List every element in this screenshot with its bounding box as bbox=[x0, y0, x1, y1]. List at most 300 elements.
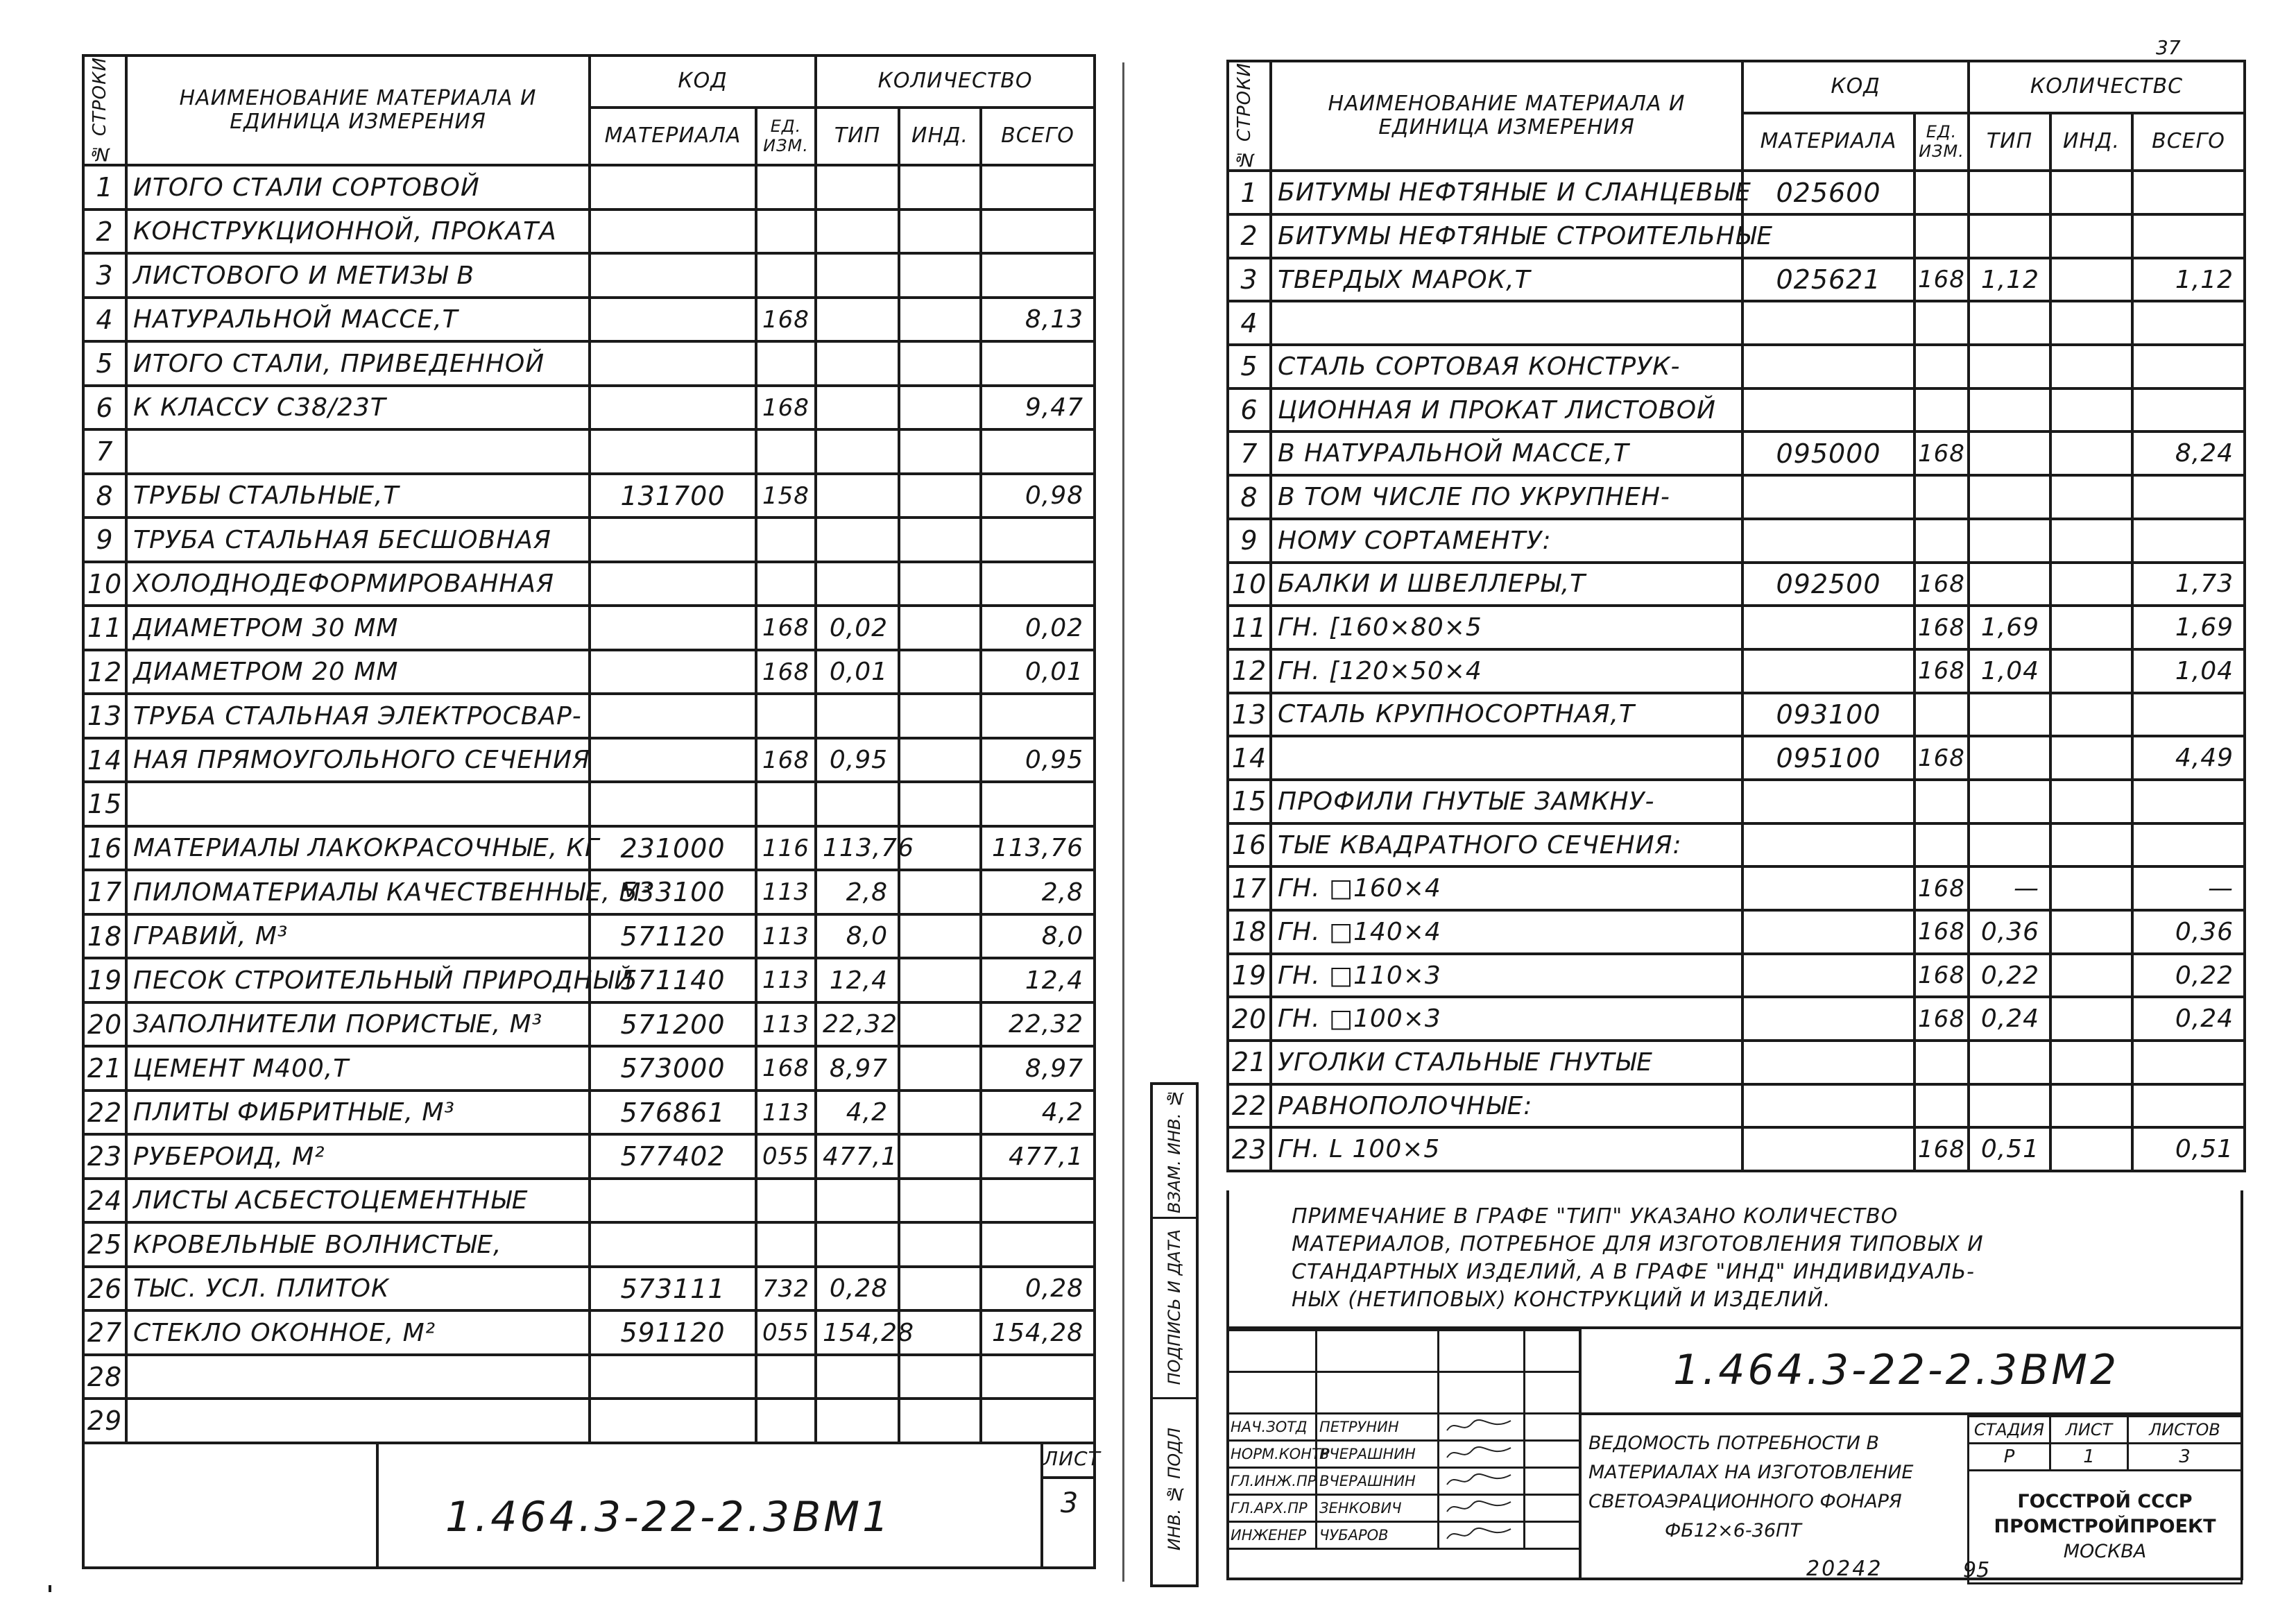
row-number: 20 bbox=[83, 1002, 126, 1047]
total-quantity: 0,28 bbox=[981, 1267, 1095, 1311]
unit-code: 168 bbox=[1914, 563, 1969, 606]
individual-quantity bbox=[899, 1267, 981, 1311]
row-number: 16 bbox=[83, 826, 126, 871]
signature-row bbox=[1228, 1522, 1580, 1549]
total-quantity bbox=[2132, 345, 2245, 388]
individual-quantity bbox=[2050, 693, 2132, 737]
individual-quantity bbox=[899, 1399, 981, 1443]
table-row bbox=[1228, 780, 2245, 823]
unit-code: 168 bbox=[1914, 866, 1969, 910]
material-code: 576861 bbox=[590, 1091, 756, 1135]
material-name: ТРУБА СТАЛЬНАЯ ЭЛЕКТРОСВАР- bbox=[126, 694, 590, 738]
table-row bbox=[1228, 736, 2245, 780]
sheet-label: ЛИСТ bbox=[1043, 1442, 1096, 1479]
note bbox=[1292, 1203, 1984, 1314]
signature-role: ГЛ.ИНЖ.ПР bbox=[1228, 1468, 1317, 1495]
row-number: 7 bbox=[83, 429, 126, 474]
row-number-header: № СТРОКИ bbox=[83, 55, 126, 165]
total-quantity bbox=[2132, 693, 2245, 737]
unit-code: 168 bbox=[756, 606, 816, 650]
material-name: НАТУРАЛЬНОЙ МАССЕ,Т bbox=[126, 298, 590, 342]
material-name bbox=[126, 782, 590, 826]
unit-code: 168 bbox=[756, 1046, 816, 1091]
total-quantity bbox=[981, 518, 1095, 562]
material-code: 573111 bbox=[590, 1267, 756, 1311]
individual-quantity bbox=[2050, 736, 2132, 780]
unit-code: 168 bbox=[756, 738, 816, 783]
table-row bbox=[83, 429, 1095, 474]
signature-role: НОРМ.КОНТР bbox=[1228, 1441, 1317, 1468]
stage-table bbox=[1967, 1415, 2243, 1584]
row-number: 14 bbox=[83, 738, 126, 783]
total-quantity bbox=[2132, 1041, 2245, 1084]
material-code: 231000 bbox=[590, 826, 756, 871]
material-code bbox=[590, 165, 756, 210]
material-name: ЛИСТОВОГО И МЕТИЗЫ В bbox=[126, 253, 590, 298]
table-row bbox=[83, 870, 1095, 914]
title-block bbox=[1226, 1326, 2243, 1583]
individual-quantity bbox=[899, 694, 981, 738]
material-name: ГН. [120×50×4 bbox=[1271, 649, 1742, 693]
type-quantity bbox=[1969, 1041, 2050, 1084]
table-row bbox=[1228, 954, 2245, 998]
total-quantity bbox=[2132, 214, 2245, 258]
individual-quantity bbox=[899, 782, 981, 826]
signature-role: НАЧ.ЗОТД bbox=[1228, 1414, 1317, 1441]
total-header: ВСЕГО bbox=[2132, 113, 2245, 171]
individual-quantity bbox=[899, 914, 981, 959]
individual-quantity bbox=[899, 298, 981, 342]
material-name: В ТОМ ЧИСЛЕ ПО УКРУПНЕН- bbox=[1271, 475, 1742, 519]
type-quantity bbox=[816, 298, 899, 342]
type-quantity: 0,36 bbox=[1969, 910, 2050, 954]
type-header: ТИП bbox=[1969, 113, 2050, 171]
individual-quantity bbox=[899, 518, 981, 562]
unit-header: ЕД. ИЗМ. bbox=[1914, 113, 1969, 171]
individual-quantity bbox=[899, 562, 981, 606]
table-row bbox=[1228, 1041, 2245, 1084]
type-quantity bbox=[1969, 693, 2050, 737]
material-name: ТРУБА СТАЛЬНАЯ БЕСШОВНАЯ bbox=[126, 518, 590, 562]
org-line: ПРОМСТРОЙПРОЕКТ bbox=[1994, 1516, 2216, 1537]
table-row bbox=[83, 1091, 1095, 1135]
material-name: КРОВЕЛЬНЫЕ ВОЛНИСТЫЕ, bbox=[126, 1222, 590, 1267]
individual-quantity bbox=[2050, 1084, 2132, 1128]
material-name: СТЕКЛО ОКОННОЕ, М² bbox=[126, 1310, 590, 1355]
name-header: НАИМЕНОВАНИЕ МАТЕРИАЛА И ЕДИНИЦА ИЗМЕРЕНИЯ bbox=[126, 55, 590, 165]
material-code: 025600 bbox=[1742, 171, 1914, 214]
type-quantity bbox=[1969, 823, 2050, 867]
stage-value: Р bbox=[1969, 1444, 2050, 1471]
material-name: КОНСТРУКЦИОННОЙ, ПРОКАТА bbox=[126, 210, 590, 254]
sheets-value: 3 bbox=[2128, 1444, 2242, 1471]
table-row bbox=[83, 518, 1095, 562]
material-code bbox=[1742, 519, 1914, 563]
total-quantity: 0,36 bbox=[2132, 910, 2245, 954]
material-name: ЗАПОЛНИТЕЛИ ПОРИСТЫЕ, М³ bbox=[126, 1002, 590, 1047]
unit-code: 158 bbox=[756, 474, 816, 518]
individual-quantity bbox=[2050, 780, 2132, 823]
type-quantity: 0,22 bbox=[1969, 954, 2050, 998]
total-quantity bbox=[981, 210, 1095, 254]
individual-quantity bbox=[2050, 997, 2132, 1041]
type-quantity: 4,2 bbox=[816, 1091, 899, 1135]
total-quantity bbox=[2132, 171, 2245, 214]
material-code bbox=[590, 429, 756, 474]
material-code bbox=[590, 341, 756, 386]
type-quantity bbox=[816, 782, 899, 826]
row-number: 5 bbox=[1228, 345, 1271, 388]
table-row bbox=[1228, 388, 2245, 432]
unit-code: 732 bbox=[756, 1267, 816, 1311]
individual-quantity bbox=[2050, 649, 2132, 693]
left-table-body bbox=[83, 165, 1095, 1443]
material-name: ХОЛОДНОДЕФОРМИРОВАННАЯ bbox=[126, 562, 590, 606]
row-number: 19 bbox=[1228, 954, 1271, 998]
material-name: СТАЛЬ КРУПНОСОРТНАЯ,Т bbox=[1271, 693, 1742, 737]
title-code-box bbox=[1579, 1329, 2243, 1415]
individual-quantity bbox=[899, 386, 981, 430]
type-quantity bbox=[1969, 1084, 2050, 1128]
row-number: 11 bbox=[1228, 606, 1271, 649]
total-quantity bbox=[2132, 780, 2245, 823]
material-name: ГРАВИЙ, М³ bbox=[126, 914, 590, 959]
table-row bbox=[1228, 910, 2245, 954]
right-table-body bbox=[1228, 171, 2245, 1171]
row-number: 15 bbox=[1228, 780, 1271, 823]
table-row bbox=[1228, 866, 2245, 910]
row-number: 9 bbox=[1228, 519, 1271, 563]
material-code-header: МАТЕРИАЛА bbox=[590, 108, 756, 165]
individual-quantity bbox=[899, 870, 981, 914]
row-number: 3 bbox=[1228, 258, 1271, 302]
total-quantity: 1,73 bbox=[2132, 563, 2245, 606]
material-code bbox=[590, 253, 756, 298]
table-row bbox=[83, 341, 1095, 386]
row-number: 23 bbox=[83, 1134, 126, 1179]
unit-code bbox=[756, 1399, 816, 1443]
row-number: 2 bbox=[1228, 214, 1271, 258]
type-quantity: 2,8 bbox=[816, 870, 899, 914]
individual-quantity bbox=[2050, 258, 2132, 302]
type-quantity bbox=[816, 429, 899, 474]
unit-code bbox=[756, 1355, 816, 1399]
type-quantity: 8,97 bbox=[816, 1046, 899, 1091]
row-number: 13 bbox=[83, 694, 126, 738]
material-code bbox=[590, 606, 756, 650]
type-quantity: 0,95 bbox=[816, 738, 899, 783]
title-text-box bbox=[1579, 1415, 1967, 1580]
individual-quantity bbox=[899, 341, 981, 386]
signature-date bbox=[1525, 1522, 1580, 1549]
row-number-header: № СТРОКИ bbox=[1228, 61, 1271, 171]
unit-code: 113 bbox=[756, 870, 816, 914]
material-code bbox=[1742, 649, 1914, 693]
note-line: СТАНДАРТНЫХ ИЗДЕЛИЙ, А В ГРАФЕ "ИНД" ИНДИВИДУАЛЬ- bbox=[1292, 1260, 1976, 1284]
material-name: ГН. L 100×5 bbox=[1271, 1127, 1742, 1171]
material-code: 095000 bbox=[1742, 431, 1914, 475]
signature-person: ЗЕНКОВИЧ bbox=[1317, 1495, 1439, 1522]
total-quantity bbox=[2132, 1084, 2245, 1128]
table-row bbox=[83, 1399, 1095, 1443]
type-quantity: 477,1 bbox=[816, 1134, 899, 1179]
total-quantity: 0,95 bbox=[981, 738, 1095, 783]
material-name: БАЛКИ И ШВЕЛЛЕРЫ,Т bbox=[1271, 563, 1742, 606]
type-quantity: 0,51 bbox=[1969, 1127, 2050, 1171]
unit-code: 055 bbox=[756, 1310, 816, 1355]
corner-mark: 37 bbox=[2156, 36, 2181, 59]
material-code bbox=[1742, 301, 1914, 345]
table-row bbox=[1228, 1127, 2245, 1171]
individual-quantity bbox=[899, 474, 981, 518]
total-quantity bbox=[2132, 475, 2245, 519]
material-name: ТЫЕ КВАДРАТНОГО СЕЧЕНИЯ: bbox=[1271, 823, 1742, 867]
table-row bbox=[1228, 431, 2245, 475]
material-name: БИТУМЫ НЕФТЯНЫЕ СТРОИТЕЛЬНЫЕ bbox=[1271, 214, 1742, 258]
total-quantity: 22,32 bbox=[981, 1002, 1095, 1047]
material-code bbox=[590, 298, 756, 342]
row-number: 4 bbox=[83, 298, 126, 342]
frame-tick bbox=[49, 1585, 51, 1592]
material-name bbox=[126, 429, 590, 474]
material-name: ТВЕРДЫХ МАРОК,Т bbox=[1271, 258, 1742, 302]
material-code: 571120 bbox=[590, 914, 756, 959]
right-spec-table bbox=[1226, 60, 2246, 1172]
individual-quantity bbox=[2050, 345, 2132, 388]
unit-header: ЕД. ИЗМ. bbox=[756, 108, 816, 165]
material-code: 093100 bbox=[1742, 693, 1914, 737]
individual-header: ИНД. bbox=[2050, 113, 2132, 171]
material-name: ТРУБЫ СТАЛЬНЫЕ,Т bbox=[126, 474, 590, 518]
type-quantity: 22,32 bbox=[816, 1002, 899, 1047]
individual-quantity bbox=[2050, 171, 2132, 214]
type-quantity bbox=[816, 253, 899, 298]
material-code-header: МАТЕРИАЛА bbox=[1742, 113, 1914, 171]
unit-code: 113 bbox=[756, 1002, 816, 1047]
individual-quantity bbox=[899, 253, 981, 298]
row-number: 4 bbox=[1228, 301, 1271, 345]
row-number: 1 bbox=[1228, 171, 1271, 214]
individual-quantity bbox=[899, 958, 981, 1002]
table-row bbox=[1228, 1084, 2245, 1128]
table-row bbox=[83, 1355, 1095, 1399]
unit-code: 168 bbox=[1914, 736, 1969, 780]
material-code: 025621 bbox=[1742, 258, 1914, 302]
row-number: 8 bbox=[1228, 475, 1271, 519]
total-quantity: 0,51 bbox=[2132, 1127, 2245, 1171]
signature-scribble-icon bbox=[1441, 1523, 1518, 1544]
row-number: 15 bbox=[83, 782, 126, 826]
material-code: 573000 bbox=[590, 1046, 756, 1091]
type-quantity: 0,02 bbox=[816, 606, 899, 650]
signature-mark bbox=[1439, 1495, 1525, 1522]
table-row bbox=[1228, 475, 2245, 519]
row-number: 6 bbox=[83, 386, 126, 430]
table-row bbox=[83, 826, 1095, 871]
material-name bbox=[1271, 736, 1742, 780]
material-name: УГОЛКИ СТАЛЬНЫЕ ГНУТЫЕ bbox=[1271, 1041, 1742, 1084]
row-number: 20 bbox=[1228, 997, 1271, 1041]
material-name: ГН. [160×80×5 bbox=[1271, 606, 1742, 649]
signature-row bbox=[1228, 1495, 1580, 1522]
individual-quantity bbox=[2050, 910, 2132, 954]
total-quantity: 1,69 bbox=[2132, 606, 2245, 649]
type-quantity bbox=[1969, 388, 2050, 432]
table-row bbox=[83, 782, 1095, 826]
individual-quantity bbox=[2050, 563, 2132, 606]
total-quantity bbox=[981, 429, 1095, 474]
type-header: ТИП bbox=[816, 108, 899, 165]
table-row bbox=[1228, 823, 2245, 867]
material-name: РУБЕРОИД, М² bbox=[126, 1134, 590, 1179]
row-number: 17 bbox=[83, 870, 126, 914]
material-name: ТЫС. УСЛ. ПЛИТОК bbox=[126, 1267, 590, 1311]
sheets-label: ЛИСТОВ bbox=[2128, 1417, 2242, 1444]
total-quantity: 9,47 bbox=[981, 386, 1095, 430]
individual-quantity bbox=[899, 1091, 981, 1135]
unit-code bbox=[1914, 693, 1969, 737]
row-number: 21 bbox=[83, 1046, 126, 1091]
table-row bbox=[1228, 171, 2245, 214]
quantity-header: КОЛИЧЕСТВС bbox=[1969, 61, 2245, 113]
note-line: МАТЕРИАЛОВ, ПОТРЕБНОЕ ДЛЯ ИЗГОТОВЛЕНИЯ ТИПОВЫХ И bbox=[1292, 1232, 1984, 1256]
table-row bbox=[83, 738, 1095, 783]
margin-inv: ИНВ. № ПОДЛ bbox=[1165, 1428, 1184, 1551]
table-row bbox=[83, 1179, 1095, 1223]
material-code bbox=[590, 1179, 756, 1223]
material-name: ИТОГО СТАЛИ СОРТОВОЙ bbox=[126, 165, 590, 210]
individual-quantity bbox=[2050, 214, 2132, 258]
row-number: 12 bbox=[1228, 649, 1271, 693]
material-code bbox=[1742, 954, 1914, 998]
signature-role: ГЛ.АРХ.ПР bbox=[1228, 1495, 1317, 1522]
individual-quantity bbox=[2050, 431, 2132, 475]
signature-date bbox=[1525, 1495, 1580, 1522]
row-number: 22 bbox=[83, 1091, 126, 1135]
total-quantity: 8,24 bbox=[2132, 431, 2245, 475]
total-quantity: 1,12 bbox=[2132, 258, 2245, 302]
signature-mark bbox=[1439, 1522, 1525, 1549]
row-number: 29 bbox=[83, 1399, 126, 1443]
signature-person: ЧУБАРОВ bbox=[1317, 1522, 1439, 1549]
row-number: 1 bbox=[83, 165, 126, 210]
material-code bbox=[1742, 1041, 1914, 1084]
individual-quantity bbox=[899, 1046, 981, 1091]
individual-quantity bbox=[2050, 388, 2132, 432]
material-code bbox=[590, 562, 756, 606]
type-quantity bbox=[1969, 780, 2050, 823]
row-number: 17 bbox=[1228, 866, 1271, 910]
material-name: ИТОГО СТАЛИ, ПРИВЕДЕННОЙ bbox=[126, 341, 590, 386]
type-quantity bbox=[816, 694, 899, 738]
type-quantity: 12,4 bbox=[816, 958, 899, 1002]
material-code bbox=[590, 210, 756, 254]
left-title-block bbox=[83, 1443, 1101, 1568]
type-quantity: 1,04 bbox=[1969, 649, 2050, 693]
individual-quantity bbox=[899, 210, 981, 254]
margin-vzam: ВЗАМ. ИНВ. № bbox=[1153, 1085, 1196, 1219]
unit-code bbox=[1914, 214, 1969, 258]
material-name: ЛИСТЫ АСБЕСТОЦЕМЕНТНЫЕ bbox=[126, 1179, 590, 1223]
row-number: 8 bbox=[83, 474, 126, 518]
signature-scribble-icon bbox=[1441, 1442, 1518, 1463]
material-name: МАТЕРИАЛЫ ЛАКОКРАСОЧНЫЕ, КГ bbox=[126, 826, 590, 871]
unit-code bbox=[1914, 519, 1969, 563]
row-number: 26 bbox=[83, 1267, 126, 1311]
row-number: 11 bbox=[83, 606, 126, 650]
material-name: ЦИОННАЯ И ПРОКАТ ЛИСТОВОЙ bbox=[1271, 388, 1742, 432]
individual-quantity bbox=[899, 1002, 981, 1047]
stage-label: СТАДИЯ bbox=[1969, 1417, 2050, 1444]
material-code bbox=[1742, 475, 1914, 519]
material-code: 092500 bbox=[1742, 563, 1914, 606]
table-row bbox=[83, 1222, 1095, 1267]
inventory-number: 20242 bbox=[1806, 1557, 1883, 1581]
row-number: 14 bbox=[1228, 736, 1271, 780]
sheet-number: 3 bbox=[1060, 1487, 1079, 1519]
type-quantity: 0,28 bbox=[816, 1267, 899, 1311]
material-code bbox=[590, 650, 756, 694]
unit-code: 168 bbox=[756, 650, 816, 694]
material-name: СТАЛЬ СОРТОВАЯ КОНСТРУК- bbox=[1271, 345, 1742, 388]
table-row bbox=[1228, 258, 2245, 302]
material-code bbox=[1742, 606, 1914, 649]
material-name: ГН. □140×4 bbox=[1271, 910, 1742, 954]
title-line: ВЕДОМОСТЬ ПОТРЕБНОСТИ В bbox=[1588, 1433, 1880, 1454]
signature-row bbox=[1228, 1414, 1580, 1441]
left-doc-code: 1.464.3-22-2.3ВМ1 bbox=[445, 1492, 892, 1541]
individual-quantity bbox=[2050, 1127, 2132, 1171]
row-number: 12 bbox=[83, 650, 126, 694]
row-number: 27 bbox=[83, 1310, 126, 1355]
material-code bbox=[1742, 780, 1914, 823]
material-name: РАВНОПОЛОЧНЫЕ: bbox=[1271, 1084, 1742, 1128]
individual-quantity bbox=[899, 606, 981, 650]
material-name: ПЕСОК СТРОИТЕЛЬНЫЙ ПРИРОДНЫЙ bbox=[126, 958, 590, 1002]
total-quantity bbox=[2132, 388, 2245, 432]
total-quantity: 8,97 bbox=[981, 1046, 1095, 1091]
table-row bbox=[83, 694, 1095, 738]
total-quantity: 0,98 bbox=[981, 474, 1095, 518]
row-number: 7 bbox=[1228, 431, 1271, 475]
type-quantity bbox=[816, 1355, 899, 1399]
table-row bbox=[83, 606, 1095, 650]
type-quantity bbox=[1969, 171, 2050, 214]
material-name: В НАТУРАЛЬНОЙ МАССЕ,Т bbox=[1271, 431, 1742, 475]
material-code bbox=[590, 1355, 756, 1399]
type-quantity: 1,69 bbox=[1969, 606, 2050, 649]
unit-code bbox=[1914, 1084, 1969, 1128]
type-quantity bbox=[816, 386, 899, 430]
unit-code: 168 bbox=[1914, 954, 1969, 998]
note-line: ПРИМЕЧАНИЕ В ГРАФЕ "ТИП" УКАЗАНО КОЛИЧЕСТВО bbox=[1292, 1204, 1899, 1229]
individual-quantity bbox=[899, 165, 981, 210]
unit-code: 168 bbox=[1914, 997, 1969, 1041]
material-code bbox=[1742, 1084, 1914, 1128]
table-row bbox=[83, 165, 1095, 210]
row-number: 18 bbox=[83, 914, 126, 959]
total-quantity bbox=[981, 1355, 1095, 1399]
individual-quantity bbox=[2050, 866, 2132, 910]
individual-quantity bbox=[2050, 823, 2132, 867]
individual-quantity bbox=[2050, 1041, 2132, 1084]
type-quantity: 154,28 bbox=[816, 1310, 899, 1355]
unit-code bbox=[756, 253, 816, 298]
right-doc-code: 1.464.3-22-2.3ВМ2 bbox=[1673, 1346, 2120, 1394]
material-code bbox=[1742, 866, 1914, 910]
unit-code bbox=[756, 1222, 816, 1267]
signature-mark bbox=[1439, 1441, 1525, 1468]
